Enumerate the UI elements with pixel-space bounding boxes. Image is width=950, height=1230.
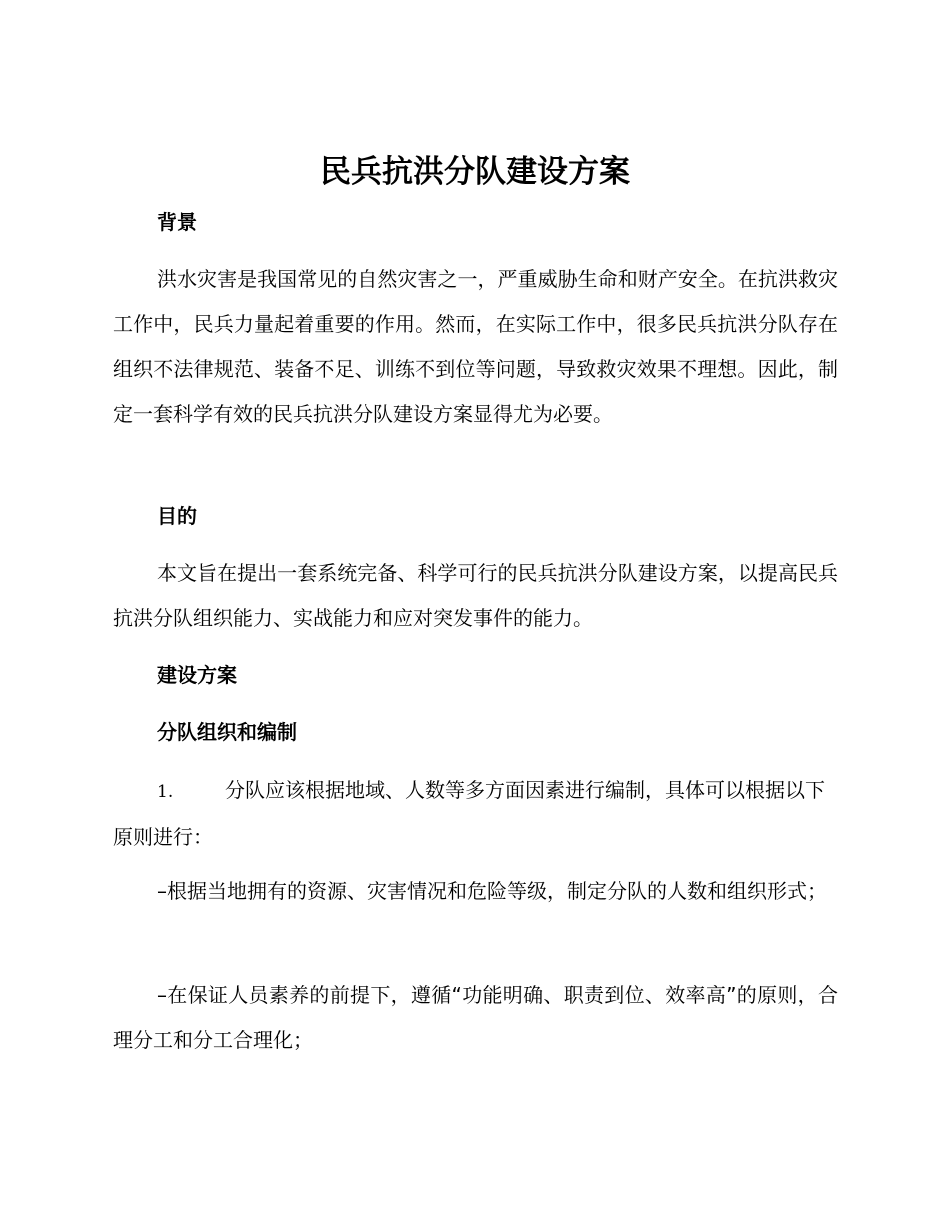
paragraph-purpose: 本文旨在提出一套系统完备、科学可行的民兵抗洪分队建设方案，以提高民兵抗洪分队组织能力、实战能力和应对突发事件的能力。 xyxy=(113,561,838,630)
list-item-1-text: 分队应该根据地域、人数等多方面因素进行编制，具体可以根据以下原则进行： xyxy=(113,778,825,849)
heading-plan: 建设方案 xyxy=(157,663,237,687)
document-title: 民兵抗洪分队建设方案 xyxy=(320,154,630,190)
list-item-1-number: 1. xyxy=(157,782,174,802)
heading-background: 背景 xyxy=(157,210,197,234)
paragraph-background: 洪水灾害是我国常见的自然灾害之一，严重威胁生命和财产安全。在抗洪救灾工作中，民兵力量起着重要的作用。然而，在实际工作中，很多民兵抗洪分队存在组织不法律规范、装备不足、训练不到位等问题，导致救灾效果不理想。因此，制定一套科学有效的民兵抗洪分队建设方案显得尤为必要。 xyxy=(113,267,838,426)
bullet-item-1: –根据当地拥有的资源、灾害情况和危险等级，制定分队的人数和组织形式； xyxy=(157,879,827,903)
bullet-item-2: –在保证人员素养的前提下，遵循“功能明确、职责到位、效率高”的原则，合理分工和分工合理化； xyxy=(113,983,838,1052)
list-item-1 xyxy=(113,768,838,860)
heading-organization: 分队组织和编制 xyxy=(157,720,297,744)
heading-purpose: 目的 xyxy=(157,504,197,528)
